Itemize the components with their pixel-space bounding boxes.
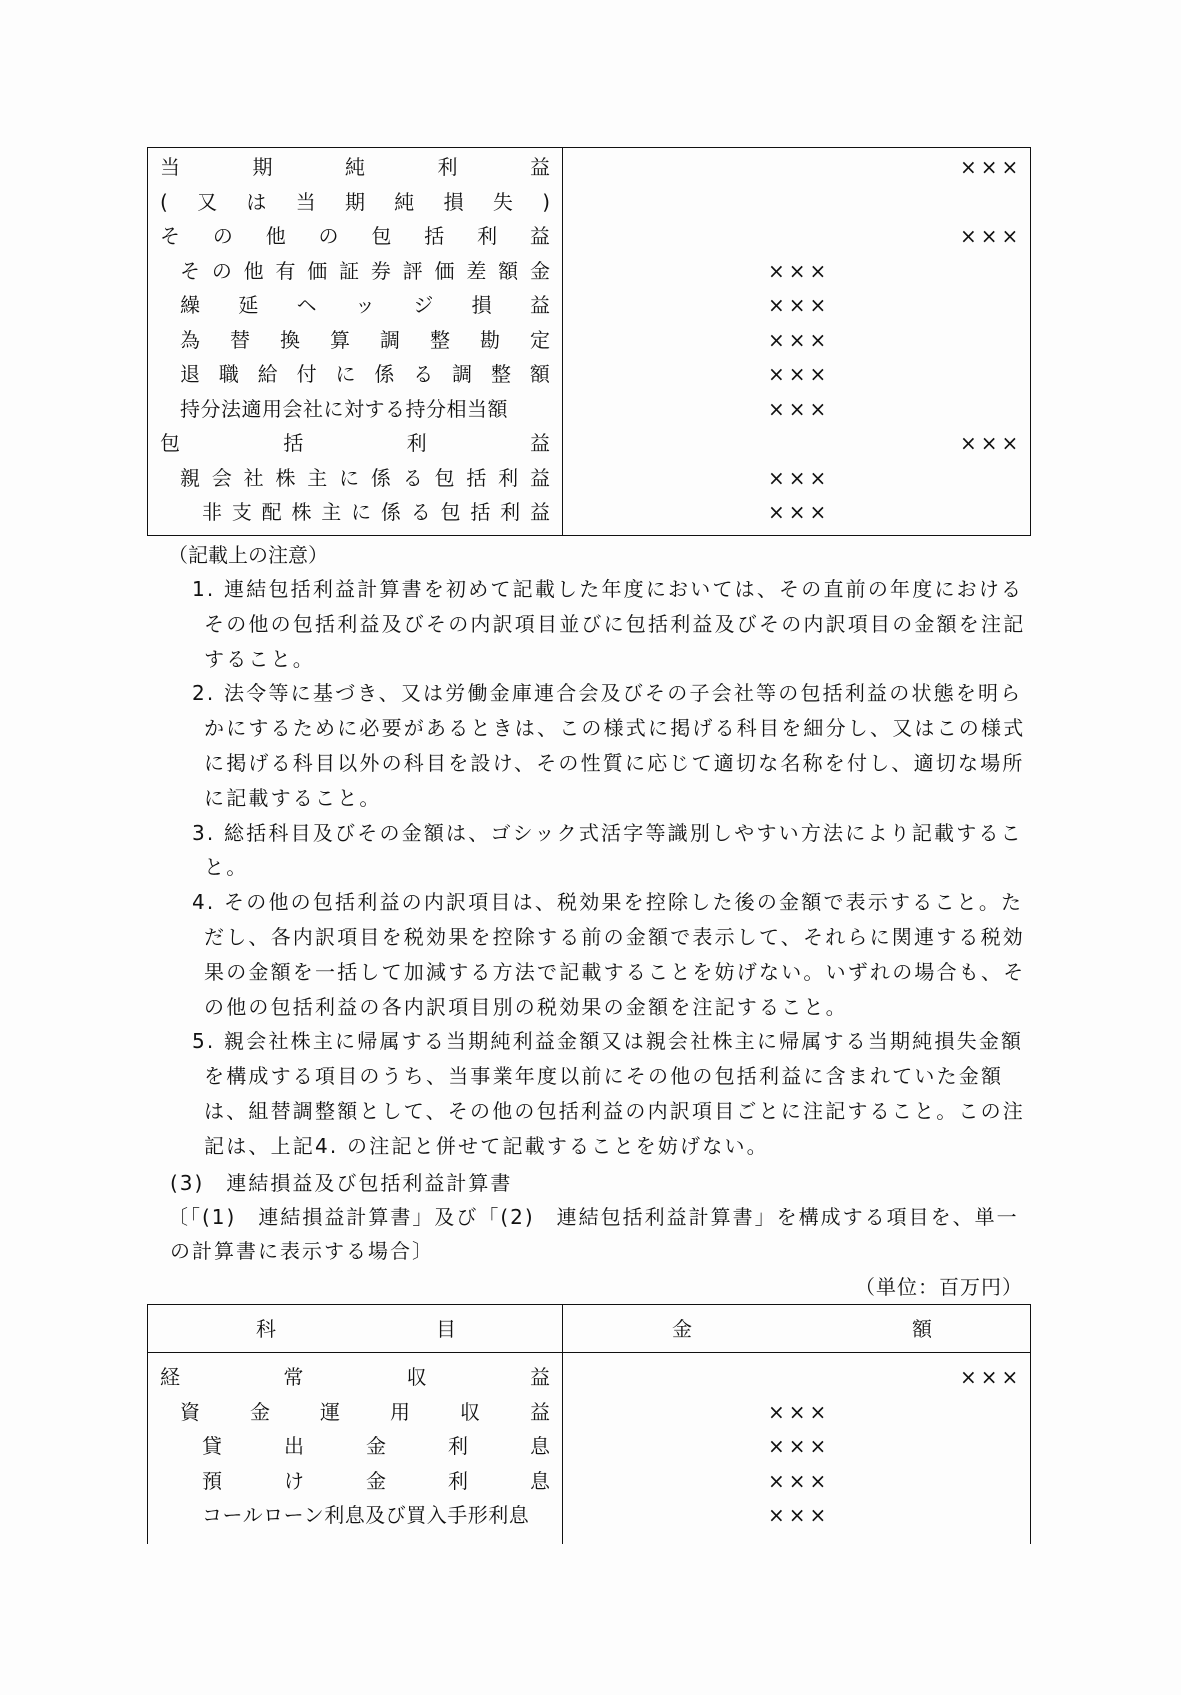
label-text: 社 (243, 465, 264, 490)
row-label (180, 288, 550, 322)
label-text: 収 (460, 1399, 480, 1424)
label-text: 係 (380, 500, 401, 524)
label-text: 預 (202, 1468, 222, 1493)
label-text: 金 (250, 1399, 270, 1424)
note-line: だし、各内訳項目を税効果を控除する前の金額で表示して、それらに関連する税効 (204, 925, 1025, 949)
label-text: ) (542, 189, 550, 214)
header-amount-char-1: 金 (672, 1317, 692, 1341)
label-text: ジ (413, 293, 434, 317)
label-text: 価 (434, 258, 455, 283)
label-text: 期 (345, 189, 365, 214)
label-text: 付 (296, 362, 317, 386)
label-text: 純 (345, 155, 365, 179)
label-text: 損 (471, 293, 492, 317)
label-text: 益 (529, 1365, 550, 1389)
section-description-line-1: 〔「(1) 連結損益計算書」及び「(2) 連結包括利益計算書」を構成する項目を、単一 (168, 1205, 1019, 1229)
row-label (180, 461, 550, 495)
label-text: 支 (231, 500, 252, 524)
label-text: る (410, 500, 431, 524)
note-line: すること。 (204, 646, 315, 671)
label-text: 利 (406, 431, 427, 455)
row-label (160, 426, 550, 460)
label-text: 親 (180, 465, 200, 490)
label-text: 益 (530, 1399, 550, 1424)
label-text: 係 (370, 465, 391, 490)
label-text: 利 (477, 224, 498, 248)
row-label (202, 1498, 550, 1532)
label-text: 用 (390, 1399, 410, 1424)
table-row (148, 219, 1030, 253)
outer-amount: ××× (960, 155, 1023, 179)
label-text: 貸 (202, 1434, 222, 1458)
label-text: 運 (320, 1399, 340, 1424)
label-text: 息 (530, 1434, 550, 1458)
note-line: 果の金額を一括して加減する方法で記載することを妨げない。いずれの場合も、そ (204, 959, 1026, 984)
label-text: 利 (437, 155, 458, 179)
note-line: 1. 連結包括利益計算書を初めて記載した年度においては、その直前の年度における (192, 577, 1024, 601)
label-text: 息 (530, 1468, 550, 1493)
unit-label: （単位：百万円） (855, 1275, 1023, 1299)
label-text: 包 (440, 500, 461, 524)
label-text: 他 (265, 224, 286, 248)
table-header (148, 1305, 1030, 1353)
label-text: 調 (452, 362, 473, 386)
label-text: 額 (498, 258, 519, 283)
row-label (180, 392, 550, 426)
label-text: 益 (530, 155, 550, 179)
table-row (148, 357, 1030, 391)
label-text: 括 (466, 465, 487, 490)
label-text: 括 (283, 431, 304, 455)
label-text: る (402, 465, 423, 490)
label-text: 会 (211, 465, 232, 490)
label-text: 金 (529, 258, 550, 283)
label-text: 整 (430, 327, 450, 352)
label-text: 勘 (480, 327, 500, 352)
label-text: 経 (160, 1365, 180, 1389)
label-text: 他 (243, 258, 264, 283)
label-text: 包 (160, 431, 180, 455)
note-line: 2. 法令等に基づき、又は労働金庫連合会及びその子会社等の包括利益の状態を明ら (192, 681, 1023, 706)
row-label (160, 185, 550, 219)
label-text: コールローン利息及び買入手形利息 (202, 1503, 530, 1527)
section-description-line-2: の計算書に表示する場合〕 (170, 1239, 434, 1263)
label-text: 純 (394, 189, 415, 214)
label-text: 主 (321, 500, 342, 524)
label-text: 係 (374, 362, 395, 386)
table-row (148, 323, 1030, 357)
header-subject-char-2: 目 (436, 1317, 456, 1341)
label-text: 収 (406, 1365, 427, 1389)
row-label (180, 323, 550, 357)
note-line: 4. その他の包括利益の内訳項目は、税効果を控除した後の金額で表示すること。た (192, 890, 1024, 915)
note-line: に掲げる科目以外の科目を設け、その性質に応じて適切な名称を付し、適切な場所 (204, 751, 1025, 775)
label-text: 当 (295, 189, 316, 214)
label-text: 期 (252, 155, 273, 179)
label-text: 非 (202, 500, 222, 524)
label-text: 為 (180, 327, 200, 352)
label-text: 券 (370, 258, 391, 283)
table-row (148, 426, 1030, 460)
row-label (180, 357, 550, 391)
note-line: 記は、上記4. の注記と併せて記載することを妨げない。 (204, 1133, 769, 1158)
label-text: 整 (491, 362, 511, 386)
label-text: 定 (530, 327, 550, 352)
inner-amount: ××× (768, 1399, 831, 1424)
note-line: 3. 総括科目及びその金額は、ゴシック式活字等識別しやすい方法により記載するこ (192, 820, 1023, 845)
label-text: 常 (283, 1365, 304, 1389)
label-text: 包 (371, 224, 392, 248)
row-label (160, 150, 550, 184)
label-text: 調 (380, 327, 400, 352)
table-row (148, 461, 1030, 495)
table-row (148, 185, 1030, 219)
table-row (148, 392, 1030, 426)
label-text: 括 (470, 500, 491, 524)
label-text: の (212, 224, 233, 248)
label-text: 利 (498, 465, 519, 490)
table-row (148, 1360, 1030, 1394)
comprehensive-income-table (147, 147, 1031, 536)
label-text: 当 (160, 155, 180, 179)
table-row (148, 1395, 1030, 1429)
label-text: 差 (466, 258, 487, 283)
label-text: 延 (238, 293, 259, 317)
label-text: る (413, 362, 434, 386)
section-title: (3) 連結損益及び包括利益計算書 (170, 1171, 513, 1195)
note-line: かにするために必要があるときは、この様式に掲げる科目を細分し、又はこの様式 (204, 716, 1026, 741)
label-text: 失 (492, 189, 513, 214)
row-label (202, 495, 550, 529)
label-text: 益 (529, 500, 550, 524)
row-label (160, 219, 550, 253)
note-line: に記載すること。 (204, 785, 382, 810)
label-text: 持分法適用会社に対する持分相当額 (180, 396, 508, 421)
outer-amount: ××× (960, 1365, 1023, 1389)
inner-amount: ××× (768, 396, 831, 421)
table-row (148, 1464, 1030, 1498)
header-subject-char-1: 科 (256, 1317, 276, 1341)
table-row (148, 150, 1030, 184)
outer-amount: ××× (960, 431, 1023, 455)
label-text: 益 (529, 465, 550, 490)
label-text: 利 (448, 1468, 468, 1493)
label-text: 益 (529, 431, 550, 455)
note-line: の他の包括利益の各内訳項目別の税効果の金額を注記すること。 (204, 994, 848, 1019)
note-line: その他の包括利益及びその内訳項目並びに包括利益及びその内訳項目の金額を注記 (204, 611, 1026, 636)
inner-amount: ××× (768, 1468, 831, 1493)
label-text: 金 (366, 1434, 386, 1458)
label-text: ッ (354, 293, 375, 317)
label-text: 又 (197, 189, 218, 214)
label-text: 資 (180, 1399, 200, 1424)
label-text: 利 (448, 1434, 468, 1458)
label-text: 出 (284, 1434, 304, 1458)
label-text: の (318, 224, 339, 248)
label-text: 損 (443, 189, 464, 214)
inner-amount: ××× (768, 293, 831, 317)
label-text: 包 (434, 465, 455, 490)
label-text: 価 (307, 258, 328, 283)
label-text: 株 (275, 465, 296, 490)
table-row (148, 1498, 1030, 1532)
label-text: 退 (180, 362, 200, 386)
label-text: 株 (291, 500, 312, 524)
table-row (148, 254, 1030, 288)
label-text: 益 (529, 293, 550, 317)
consolidated-income-table (147, 1304, 1031, 1544)
label-text: 益 (529, 224, 550, 248)
table-row (148, 288, 1030, 322)
inner-amount: ××× (768, 327, 831, 352)
label-text: に (335, 362, 356, 386)
row-label (202, 1464, 550, 1498)
label-text: 替 (230, 327, 250, 352)
label-text: 算 (330, 327, 350, 352)
table-row (148, 495, 1030, 529)
label-text: に (351, 500, 372, 524)
label-text: 証 (339, 258, 360, 283)
notes-heading: （記載上の注意） (168, 543, 328, 567)
label-text: 配 (261, 500, 282, 524)
row-label (202, 1429, 550, 1463)
note-line: は、組替調整額として、その他の包括利益の内訳項目ごとに注記すること。この注 (204, 1099, 1025, 1123)
label-text: ヘ (296, 293, 317, 317)
label-text: 職 (218, 362, 239, 386)
header-amount-char-2: 額 (912, 1317, 932, 1341)
inner-amount: ××× (768, 258, 831, 283)
note-line: を構成する項目のうち、当事業年度以前にその他の包括利益に含まれていた金額 (204, 1064, 1004, 1089)
label-text: 括 (424, 224, 445, 248)
table-row (148, 1429, 1030, 1463)
inner-amount: ××× (768, 1434, 831, 1458)
label-text: に (339, 465, 360, 490)
inner-amount: ××× (768, 465, 831, 490)
inner-amount: ××× (768, 362, 831, 386)
label-text: 主 (307, 465, 328, 490)
row-label (180, 254, 550, 288)
label-text: 利 (500, 500, 521, 524)
label-text: 金 (366, 1468, 386, 1493)
label-text: 換 (280, 327, 300, 352)
label-text: そ (160, 224, 180, 248)
label-text: 有 (275, 258, 296, 283)
inner-amount: ××× (768, 500, 831, 524)
row-label (160, 1360, 550, 1394)
label-text: 給 (257, 362, 278, 386)
label-text: そ (180, 258, 200, 283)
inner-amount: ××× (768, 1503, 831, 1527)
note-line: と。 (204, 855, 249, 880)
note-line: 5. 親会社株主に帰属する当期純利益金額又は親会社株主に帰属する当期純損失金額 (192, 1029, 1024, 1054)
label-text: ( (160, 189, 168, 214)
label-text: の (211, 258, 232, 283)
outer-amount: ××× (960, 224, 1023, 248)
label-text: は (246, 189, 267, 214)
label-text: 繰 (180, 293, 200, 317)
label-text: け (284, 1468, 304, 1493)
label-text: 評 (402, 258, 423, 283)
label-text: 額 (529, 362, 550, 386)
row-label (180, 1395, 550, 1429)
